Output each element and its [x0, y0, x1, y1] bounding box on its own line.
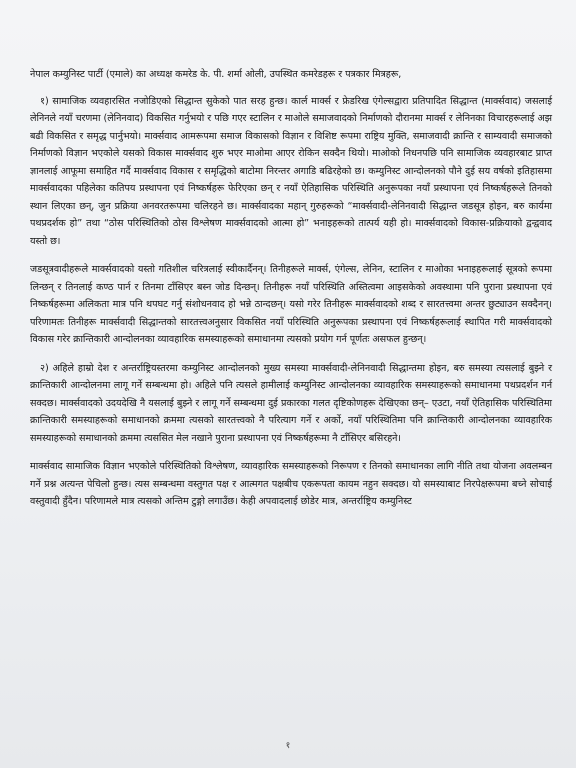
- document-body: [30, 66, 552, 522]
- paragraph-4: मार्क्सवाद सामाजिक विज्ञान भएकोले परिस्थितिको विश्लेषण, व्यावहारिक समस्याहरूको निरूपण र तिनको समाधानका लागि नीति तथा योजना अवलम्बन गर्ने प्रश्न अत्यन्त पेचिलो हुन्छ। त्यस सम्बन्धमा वस्तुगत पक्ष र आत्मगत पक्षबीच एकरूपता कायम नहुन सक्दछ। यो समस्याबाट निरपेक्षरूपमा बच्ने सोचाई वस्तुवादी हुँदैन। परिणामले मात्र त्यसको अन्तिम टुङ्गो लगाउँछ। केही अपवादलाई छोडेर मात्र, अन्तर्राष्ट्रिय कम्युनिस्ट: [30, 461, 552, 507]
- salutation: नेपाल कम्युनिस्ट पार्टी (एमाले) का अध्यक्ष कमरेड के. पी. शर्मा ओली, उपस्थित कमरेडहरू र पत्रकार मित्रहरू,: [30, 69, 402, 80]
- paragraph-1: १) सामाजिक व्यवहारसित नजोडिएको सिद्धान्त सुकेको पात सरह हुन्छ। कार्ल मार्क्स र फ्रेडरिख एंगेल्सद्वारा प्रतिपादित सिद्धान्त (मार्क्सवाद) जसलाई लेनिनले नयाँ चरणमा (लेनिनवाद) विकसित गर्नुभयो र पछि गएर स्टालिन र माओले समाजवादको निर्माणको दौरानमा मार्क्स र लेनिनका विचारहरूलाई अझ बढी विकसित र समृद्ध पार्नुभयो। मार्क्सवाद आमरूपमा समाज विकासको विज्ञान र विशिष्ट रूपमा राष्ट्रिय मुक्ति, समाजवादी क्रान्ति र साम्यवादी समाजको निर्माणको विज्ञान भएकोले यसको विकास मार्क्सवाद शुरु भएर माओमा आएर रोकिन सक्दैन थियो। माओको निधनपछि पनि सामाजिक व्यवहारबाट प्राप्त ज्ञानलाई आफूमा समाहित गर्दै मार्क्सवाद विकास र समृद्धिको बाटोमा निरन्तर अगाडि बढिरहेको छ। कम्युनिस्ट आन्दोलनको पौने दुई सय वर्षको इतिहासमा मार्क्सवादका पहिलेका कतिपय प्रस्थापना एवं निष्कर्षहरू फेरिएका छन् र नयाँ ऐतिहासिक परिस्थिति अनुरूपका नयाँ प्रस्थापना एवं निष्कर्षहरूले तिनको स्थान लिएका छन्, जुन प्रक्रिया अनवरतरूपमा चलिरहने छ। मार्क्सवादका महान् गुरुहरूको “मार्क्सवादी-लेनिनवादी सिद्धान्त जडसूत्र होइन, बरु कार्यमा पथप्रदर्शक हो” तथा “ठोस परिस्थितिको ठोस विश्लेषण मार्क्सवादको आत्मा हो” भनाइहरूको तात्पर्य यही हो। मार्क्सवादको विकास-प्रक्रियाको द्वन्द्ववाद यस्तो छ।: [30, 95, 552, 247]
- paragraph-2: जडसूत्रवादीहरूले मार्क्सवादको यस्तो गतिशील चरित्रलाई स्वीकार्दैनन्। तिनीहरूले मार्क्स, एंगेल्स, लेनिन, स्टालिन र माओका भनाइहरूलाई सूत्रको रूपमा लिन्छन् र तिनलाई कण्ठ पार्न र तिनमा टाँसिएर बस्न जोड दिन्छन्। तिनीहरू नयाँ परिस्थिति अस्तित्वमा आइसकेको अवस्थामा पनि पुराना प्रस्थापना एवं निष्कर्षहरूमा अलिकता मात्र पनि थपघट गर्नु संशोधनवाद हो भन्ने ठान्दछन्। यसो गरेर तिनीहरू मार्क्सवादको शब्द र सारतत्त्वमा अन्तर छुट्याउन सक्दैनन्। परिणामतः तिनीहरू मार्क्सवादी सिद्धान्तको सारतत्त्वअनुसार विकसित नयाँ परिस्थिति अनुरूपका प्रस्थापना एवं निष्कर्षहरूलाई स्थापित गरी मार्क्सवादको विकास गरेर क्रान्तिकारी आन्दोलनका व्यावहारिक समस्याहरूको समाधानमा त्यसको प्रयोग गर्न पूर्णतः असफल हुन्छन्।: [30, 264, 552, 345]
- page-number: १: [285, 741, 291, 751]
- paragraph-3: २) अहिले हाम्रो देश र अन्तर्राष्ट्रियस्तरमा कम्युनिस्ट आन्दोलनको मुख्य समस्या मार्क्सवादी-लेनिनवादी सिद्धान्तमा होइन, बरु समस्या त्यसलाई बुझ्ने र क्रान्तिकारी आन्दोलनमा लागू गर्ने सम्बन्धमा हो। अहिले पनि त्यसले हामीलाई कम्युनिस्ट आन्दोलनका व्यावहारिक समस्याहरूको समाधानमा पथप्रदर्शन गर्न सक्दछ। मार्क्सवादको उदयदेखि नै यसलाई बुझ्ने र लागू गर्ने सम्बन्धमा दुई प्रकारका गलत दृष्टिकोणहरू देखिएका छन्– एउटा, नयाँ ऐतिहासिक परिस्थितिमा क्रान्तिकारी समस्याहरूको समाधानको क्रममा त्यसको सारतत्त्वको नै परित्याग गर्ने र अर्को, नयाँ परिस्थितिमा पनि क्रान्तिकारी आन्दोलनका व्यावहारिक समस्याहरूको समाधानको क्रममा त्यससित मेल नखाने पुराना प्रस्थापना एवं निष्कर्षहरूमा नै टाँसिएर बसिरहने।: [30, 362, 552, 444]
